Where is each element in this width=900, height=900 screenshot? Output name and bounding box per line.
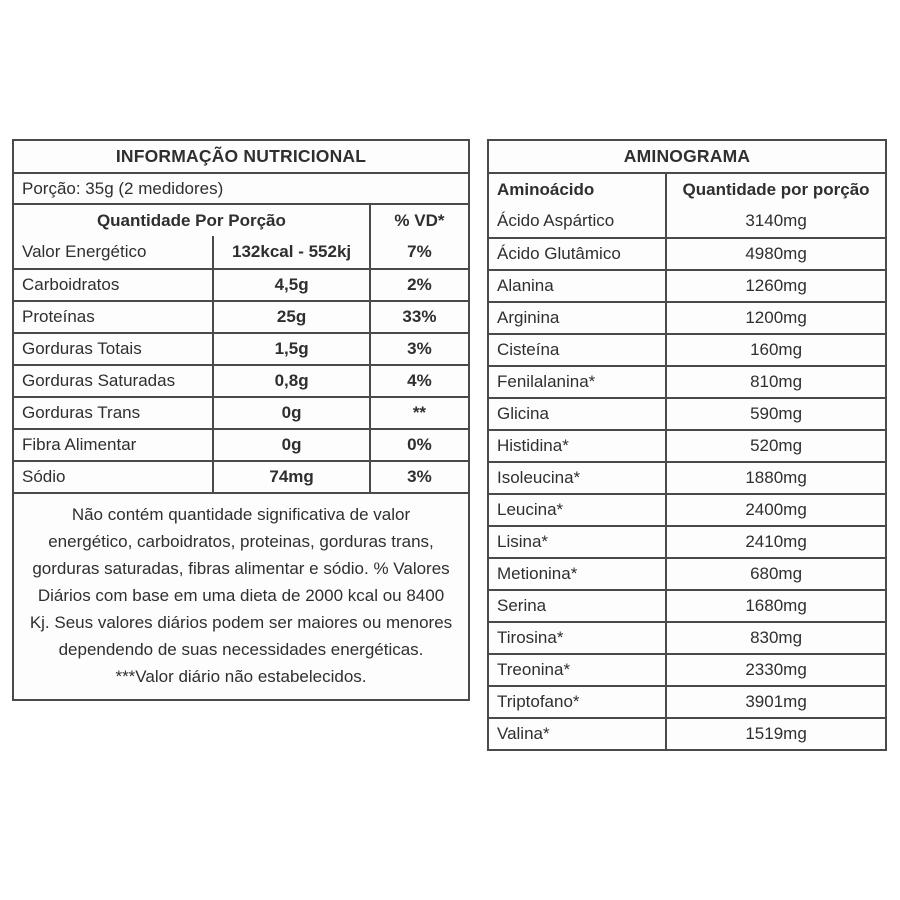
nutrient-name: Gorduras Saturadas [22, 371, 176, 390]
aminogram-row [489, 237, 885, 269]
amino-acid-value: 680mg [665, 559, 885, 589]
nutrient-dv: 33% [369, 302, 468, 332]
footnote-line: Não contém quantidade significativa de valor [71, 505, 411, 524]
amino-acid-value: 520mg [665, 431, 885, 461]
amino-acid-name: Treonina* [497, 660, 571, 679]
nutrient-dv: 2% [369, 270, 468, 300]
percent-dv-header: % VD* [369, 205, 468, 236]
amino-acid-value: 1260mg [665, 271, 885, 301]
nutrient-value: 4,5g [212, 270, 369, 300]
nutrient-name: Fibra Alimentar [22, 435, 137, 454]
nutrition-row [14, 428, 468, 460]
amino-acid-header: Aminoácido [497, 179, 595, 199]
nutrient-dv: ** [369, 398, 468, 428]
nutrition-row [14, 332, 468, 364]
amino-acid-name: Arginina [497, 308, 560, 327]
nutrient-name: Gorduras Totais [22, 339, 142, 358]
nutrition-row [14, 236, 468, 268]
aminogram-row [489, 397, 885, 429]
amino-acid-value: 1200mg [665, 303, 885, 333]
aminogram-row [489, 301, 885, 333]
amino-acid-value: 160mg [665, 335, 885, 365]
footnote-line: ***Valor diário não estabelecidos. [115, 667, 367, 686]
nutrient-value: 74mg [212, 462, 369, 492]
amino-acid-value: 810mg [665, 367, 885, 397]
amino-acid-value: 830mg [665, 623, 885, 653]
amino-acid-value: 4980mg [665, 239, 885, 269]
nutrition-table-title: INFORMAÇÃO NUTRICIONAL [115, 146, 367, 166]
aminogram-row [489, 717, 885, 749]
amino-acid-value: 1519mg [665, 719, 885, 749]
nutrient-dv: 7% [369, 236, 468, 268]
amino-acid-value: 2400mg [665, 495, 885, 525]
nutrient-name: Carboidratos [22, 275, 120, 294]
amino-acid-name: Leucina* [497, 500, 564, 519]
amino-acid-value: 3140mg [665, 205, 885, 237]
nutrition-header-row [14, 203, 468, 236]
nutrition-rows [14, 236, 468, 492]
aminogram-row [489, 269, 885, 301]
nutrient-value: 25g [212, 302, 369, 332]
nutrition-table [12, 139, 470, 701]
amino-acid-name: Fenilalanina* [497, 372, 596, 391]
amino-acid-value: 1680mg [665, 591, 885, 621]
amino-acid-name: Lisina* [497, 532, 549, 551]
footnote-line: energético, carboidratos, proteinas, gorduras trans, [48, 532, 434, 551]
footnote-line: dependendo de suas necessidades energéticas. [58, 640, 424, 659]
nutrient-name: Valor Energético [22, 242, 147, 261]
aminogram-row [489, 557, 885, 589]
aminogram-row [489, 653, 885, 685]
aminogram-row [489, 205, 885, 237]
aminogram-row [489, 621, 885, 653]
nutrition-row [14, 396, 468, 428]
amino-acid-name: Tirosina* [497, 628, 564, 647]
amino-acid-value: 3901mg [665, 687, 885, 717]
nutrient-dv: 3% [369, 462, 468, 492]
aminogram-row [489, 493, 885, 525]
amino-acid-value: 590mg [665, 399, 885, 429]
amino-acid-name: Cisteína [497, 340, 560, 359]
quantity-per-serving-header: Quantidade Por Porção [96, 210, 286, 230]
nutrient-value: 132kcal - 552kj [212, 236, 369, 268]
nutrition-row [14, 300, 468, 332]
nutrient-dv: 3% [369, 334, 468, 364]
nutrition-row [14, 364, 468, 396]
aminogram-row [489, 365, 885, 397]
amino-acid-name: Triptofano* [497, 692, 580, 711]
aminogram-row [489, 429, 885, 461]
aminogram-row [489, 589, 885, 621]
nutrient-name: Sódio [22, 467, 66, 486]
nutrient-dv: 4% [369, 366, 468, 396]
amino-acid-name: Alanina [497, 276, 554, 295]
nutrient-value: 0g [212, 430, 369, 460]
footnote-line: gorduras saturadas, fibras alimentar e sódio. % Valores [32, 559, 450, 578]
nutrient-value: 0g [212, 398, 369, 428]
footnote-line: Diários com base em uma dieta de 2000 kcal ou 8400 [37, 586, 445, 605]
aminogram-row [489, 461, 885, 493]
amino-acid-name: Ácido Aspártico [497, 211, 615, 230]
aminogram-row [489, 525, 885, 557]
footnote-line: Kj. Seus valores diários podem ser maiores ou menores [29, 613, 453, 632]
aminogram-header-row [489, 172, 885, 205]
serving-size-row: Porção: 35g (2 medidores) [14, 172, 468, 203]
nutrient-dv: 0% [369, 430, 468, 460]
aminogram-row [489, 333, 885, 365]
nutrient-name: Gorduras Trans [22, 403, 141, 422]
nutrition-footnote [14, 492, 468, 699]
nutrition-row [14, 268, 468, 300]
amino-quantity-header: Quantidade por porção [665, 174, 885, 205]
amino-acid-value: 1880mg [665, 463, 885, 493]
amino-acid-name: Valina* [497, 724, 550, 743]
amino-acid-value: 2410mg [665, 527, 885, 557]
amino-acid-name: Metionina* [497, 564, 578, 583]
amino-acid-name: Glicina [497, 404, 549, 423]
aminogram-rows [489, 205, 885, 749]
aminogram-row [489, 685, 885, 717]
aminogram-table-title: AMINOGRAMA [623, 146, 751, 166]
amino-acid-name: Serina [497, 596, 547, 615]
nutrition-row [14, 460, 468, 492]
amino-acid-value: 2330mg [665, 655, 885, 685]
amino-acid-name: Ácido Glutâmico [497, 244, 621, 263]
nutrient-name: Proteínas [22, 307, 95, 326]
aminogram-table [487, 139, 887, 751]
nutrient-value: 0,8g [212, 366, 369, 396]
amino-acid-name: Isoleucina* [497, 468, 581, 487]
amino-acid-name: Histidina* [497, 436, 569, 455]
nutrient-value: 1,5g [212, 334, 369, 364]
